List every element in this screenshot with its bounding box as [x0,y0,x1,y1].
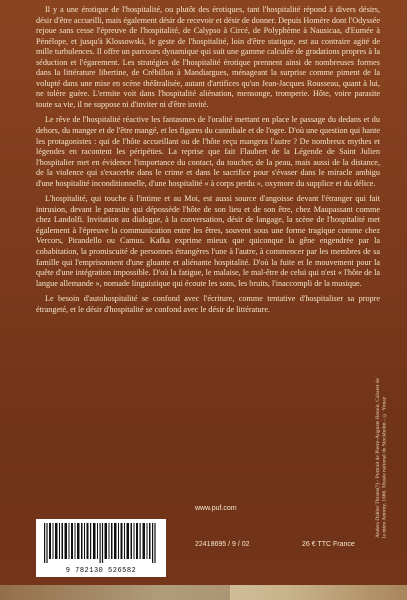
isbn-barcode [36,519,166,577]
blurb-paragraph-3: L'hospitalité, qui touche à l'intime et au Moi, est aussi source d'angoisse devant l'étranger qui fait intrusion, devant le parasite qui dépossède l'hôte de son lieu et de son être, chez Maupassant comme chez Landolfi. Invitation au dialogue, à la conversation, désir de langage, la scène de l'hospitalité met également à l'épreuve la communication entre les êtres, souvent sous une forme tragique comme chez Vercors, Pirandello ou Camus. Kafka exprime mieux que quiconque la gêne engendrée par la cohabitation, la promiscuité de personnes étrangères l'une à l'autre, à commencer par les membres de sa famille qui l'emprisonnent d'une gluante et aliénante hospitalité. D'où la fuite et le mouvement pour la quête d'une intégration impossible. D'où la fatigue, le malaise, le mal-être de celui qui n'est « l'hôte de la langue allemande », nomade linguistique qui écoute les sons, les bruits, l'inaccompli de la musique. [36,194,380,288]
price-label: 26 € TTC France [302,541,355,548]
isbn-number: 9 782130 526582 [65,567,137,575]
cover-image-credit: Anders Dahler Thrane(?) - Portrait de Pierre-Auguste Renoir. Cabaret de la mère Antony, 1866. Musée national de Stockholm - © Yonaz [375,378,388,538]
back-cover-blurb [36,5,380,320]
blurb-paragraph-1: Il y a une érotique de l'hospitalité, ou plutôt des érotiques, tant l'hospitalité répond à divers désirs, désir d'être accueilli, mais également désir de recevoir et désir de donner. Depuis Homère dont l'Odyssée rejoue sans cesse l'épreuve de l'hospitalité, de Calypso à Circé, de Polyphème à Nausicaa, d'Eumée à Pénélope, et jusqu'à Klossowski, le geste de l'hospitalité, loin d'être statique, est au contraire agité de mille turbulences. Il offre un parcours dynamique qui suit une gamme calculée de gradations propres à la séduction et l'égarement. Les stratégies de l'hospitalité érotique prennent ainsi de nombreuses formes dans la littérature libertine, de Crébillon à Mandiargues, ménageant la surprise comme piment de la volupté dans une mise en scène théâtralisée, autant d'artifices qu'un Jean-Jacques Rousseau, quant à lui, ne tolère guère. L'ermite voit dans l'hospitalité aliénation, mensonge, tromperie. Hôte, voire parasite toute sa vie, il ne suppose ni d'inviter ni d'être invité. [36,5,380,109]
blurb-paragraph-4: Le besoin d'autohospitalité se confond avec l'écriture, comme tentative d'hospitaliser sa propre étrangeté, et le désir d'hospitalité se confond avec le désir de littérature. [36,294,380,314]
barcode-bars-icon [44,523,158,563]
cover-image-strip-shadow [0,585,230,600]
blurb-paragraph-2: Le rêve de l'hospitalité réactive les fantasmes de l'oralité mettant en place le passage du dedans et du dehors, du manger et de l'être mangé, et les figures du cannibale et de l'ogre. D'où une question qui hante les protagonistes : qui de l'hôte accueillant ou de l'hôte reçu mangera l'autre ? De nombreux mythes et légendes en racontent les péripéties. La reprise que fait Flaubert de la Légende de Saint Julien l'hospitalier met en évidence l'importance du contact, du toucher, de la peau, mais aussi de la distance, de la violence qui s'exacerbe dans le crime et dans le sacrifice pour s'évaser dans le miracle ambigu d'une hospitalité inconditionnelle, d'une hospitalité « à corps perdu », oxymore du supplice et du délice. [36,115,380,188]
cover-image-strip [0,585,407,600]
publisher-url: www.puf.com [195,505,237,512]
catalog-reference: 22418695 / 9 / 02 [195,541,250,548]
